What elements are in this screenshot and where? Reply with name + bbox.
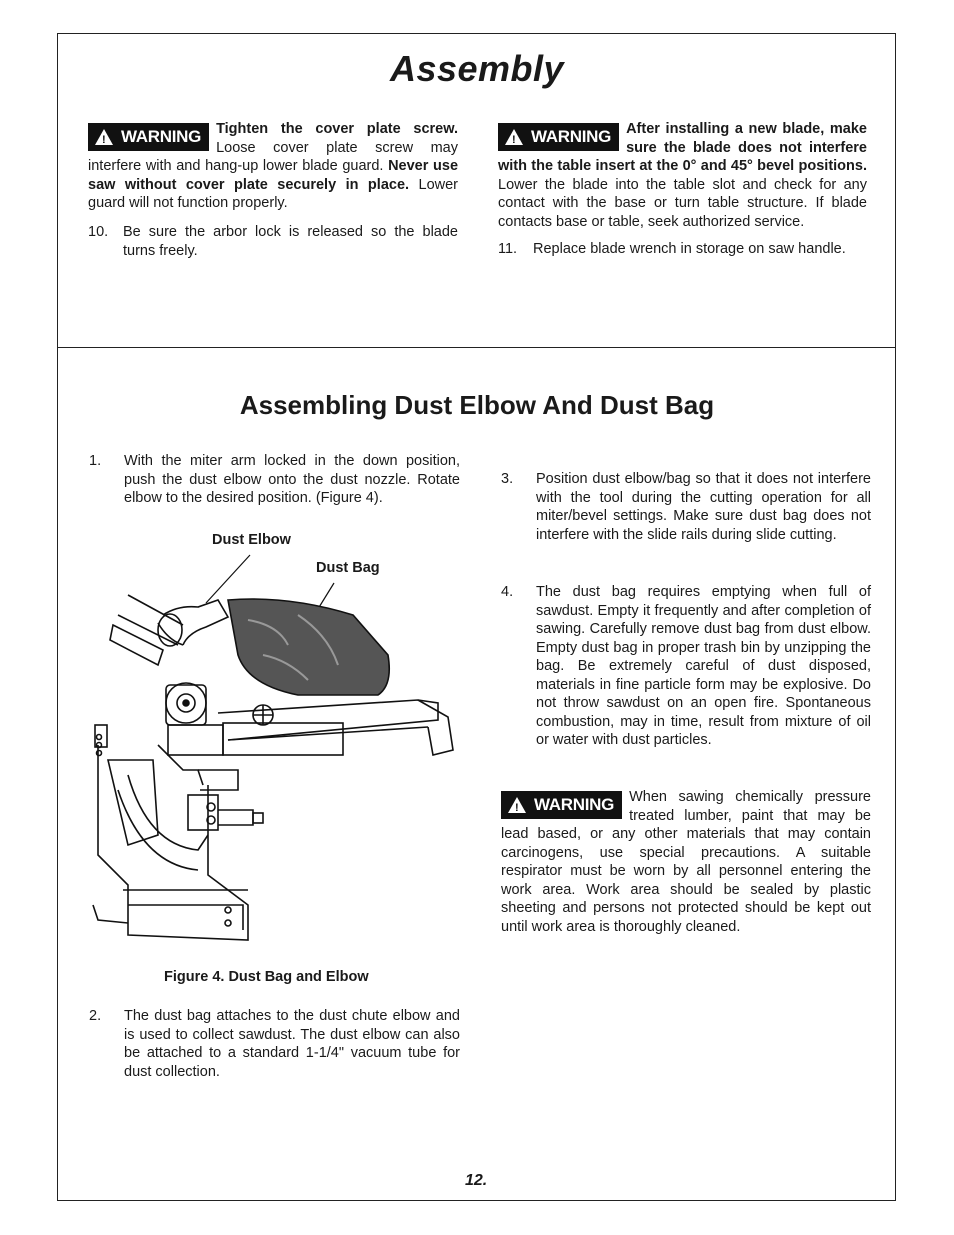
warning-badge: ! WARNING bbox=[501, 791, 622, 819]
figure-caption: Figure 4. Dust Bag and Elbow bbox=[164, 969, 369, 985]
warning-triangle-icon bbox=[508, 797, 526, 813]
callout-dust-elbow: Dust Elbow bbox=[212, 532, 291, 548]
warning-badge: ! WARNING bbox=[88, 123, 209, 151]
step-2: 2. The dust bag attaches to the dust chute elbow and is used to collect sawdust. The dust elbow can also be attached to a standard 1-1/4" vacuum tube for dust collection. bbox=[89, 1008, 460, 1080]
step-11: 11. Replace blade wrench in storage on saw handle. bbox=[498, 241, 846, 257]
warning-badge: ! WARNING bbox=[498, 123, 619, 151]
section-divider bbox=[57, 347, 896, 348]
warning-triangle-icon bbox=[505, 129, 523, 145]
callout-dust-bag: Dust Bag bbox=[316, 560, 380, 576]
page-title: Assembly bbox=[389, 48, 565, 89]
section-title: Assembling Dust Elbow And Dust Bag bbox=[239, 390, 715, 420]
warning-triangle-icon bbox=[95, 129, 113, 145]
warning-block-cover-plate: ! WARNING Tighten the cover plate screw. Loose cover plate screw may interfere with and hang-up lower blade guard. Never use saw without cover plate securely in place. Lower guard will not function properly. bbox=[88, 120, 458, 213]
warning-block-blade-install: ! WARNING After installing a new blade, make sure the blade does not interfere with the table insert at the 0° and 45° bevel positions. Lower the blade into the table slot and check for any contact with the base or turn table structure. If blade contacts base or table, seek authorized service. bbox=[498, 120, 867, 231]
step-1: 1. With the miter arm locked in the down position, push the dust elbow onto the dust nozzle. Rotate elbow to the desired position. (Figure 4). bbox=[89, 453, 460, 506]
warning-block-treated-lumber: ! WARNING When sawing chemically pressure treated lumber, paint that may be lead based, or any other materials that may contain carcinogens, use special precautions. A suitable respirator must be worn by all personnel entering the work area. Work area should be sealed by plastic sheeting and persons not protected should be kept out until work area is thoroughly cleaned. bbox=[501, 788, 871, 936]
page-number: 12. bbox=[465, 1172, 488, 1189]
step-10: 10. Be sure the arbor lock is released so the blade turns freely. bbox=[88, 224, 458, 259]
step-3: 3. Position dust elbow/bag so that it does not interfere with the tool during the cutting operation for all miter/bevel settings. Make sure dust bag does not interfere with the slide rails during slide cutting. bbox=[501, 471, 871, 543]
step-4: 4. The dust bag requires emptying when full of sawdust. Empty it frequently and after completion of sawing. Carefully remove dust bag from dust elbow. Empty dust bag in proper trash bin by unzipping the bag. Be extremely careful of dust disposed, materials in fine particle form may be explosive. Do not throw sawdust on an open fire. Spontaneous combustion, may in time, result from mixture of oil or water with dust particles. bbox=[501, 584, 871, 748]
saw-illustration bbox=[88, 545, 458, 945]
